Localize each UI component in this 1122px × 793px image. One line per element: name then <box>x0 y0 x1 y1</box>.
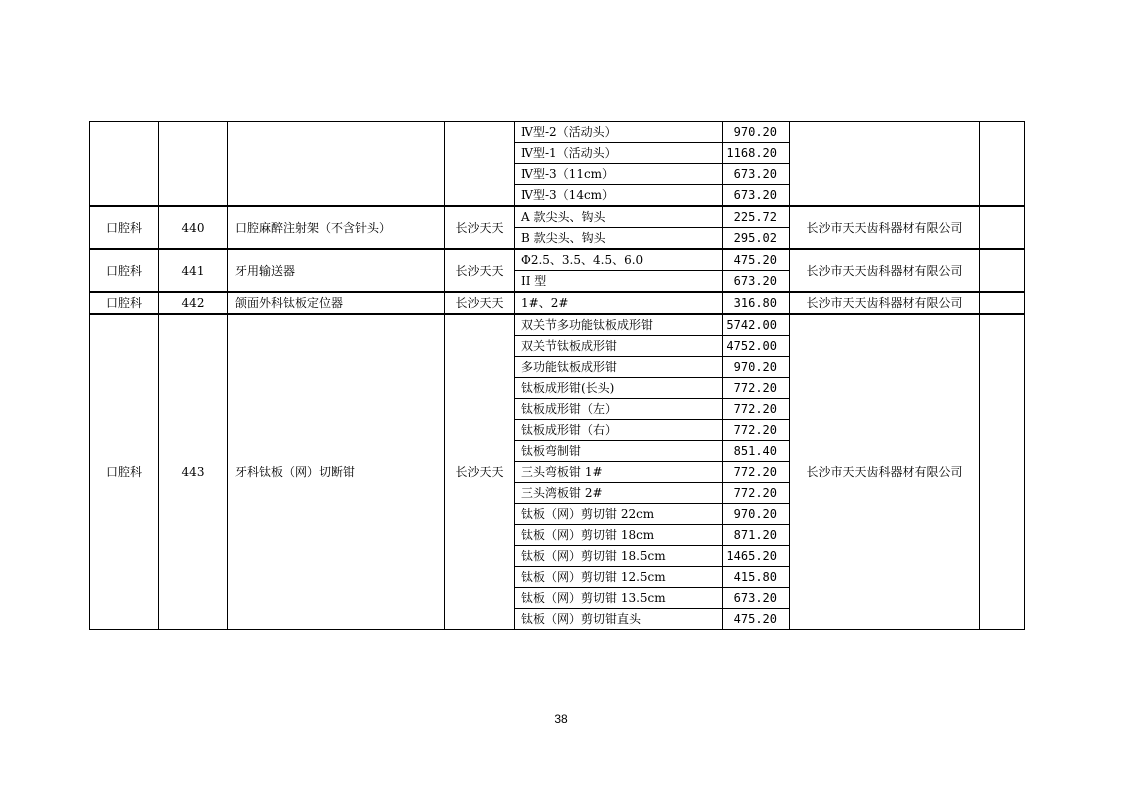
price-cell: 871.20 <box>723 525 790 546</box>
spec-cell: 双关节钛板成形钳 <box>515 336 723 357</box>
price-cell: 316.80 <box>723 292 790 314</box>
spec-cell: Ⅳ型-2（活动头） <box>515 122 723 143</box>
remark-cell <box>980 122 1025 207</box>
table-row <box>90 206 1025 228</box>
item-number-cell: 443 <box>159 314 228 630</box>
product-name-cell: 牙科钛板（网）切断钳 <box>228 314 445 630</box>
spec-cell: 钛板成形钳（左） <box>515 399 723 420</box>
spec-cell: B 款尖头、钩头 <box>515 228 723 250</box>
spec-cell: 双关节多功能钛板成形钳 <box>515 314 723 336</box>
table-row <box>90 292 1025 314</box>
price-cell: 415.80 <box>723 567 790 588</box>
dept-cell: 口腔科 <box>90 292 159 314</box>
product-name-cell: 牙用输送器 <box>228 249 445 292</box>
spec-cell: II 型 <box>515 271 723 293</box>
brand-cell: 长沙天天 <box>445 206 515 249</box>
supplier-cell <box>790 122 980 207</box>
spec-cell: 钛板（网）剪切钳 18.5cm <box>515 546 723 567</box>
brand-cell <box>445 122 515 207</box>
dept-cell <box>90 122 159 207</box>
remark-cell <box>980 314 1025 630</box>
item-number-cell: 440 <box>159 206 228 249</box>
spec-cell: 钛板（网）剪切钳直头 <box>515 609 723 630</box>
supplier-cell: 长沙市天天齿科器材有限公司 <box>790 249 980 292</box>
spec-cell: A 款尖头、钩头 <box>515 206 723 228</box>
spec-cell: 三头湾板钳 2# <box>515 483 723 504</box>
price-cell: 772.20 <box>723 378 790 399</box>
spec-cell: 1#、2# <box>515 292 723 314</box>
price-cell: 225.72 <box>723 206 790 228</box>
page-number: 38 <box>554 712 568 726</box>
remark-cell <box>980 249 1025 292</box>
spec-cell: Ⅳ型-3（11cm） <box>515 164 723 185</box>
price-cell: 772.20 <box>723 399 790 420</box>
spec-cell: Ⅳ型-1（活动头） <box>515 143 723 164</box>
item-number-cell <box>159 122 228 207</box>
price-cell: 673.20 <box>723 271 790 293</box>
price-cell: 851.40 <box>723 441 790 462</box>
price-cell: 475.20 <box>723 249 790 271</box>
spec-cell: 钛板（网）剪切钳 18cm <box>515 525 723 546</box>
spec-cell: 多功能钛板成形钳 <box>515 357 723 378</box>
price-cell: 970.20 <box>723 122 790 143</box>
price-table <box>89 121 1025 630</box>
spec-cell: 三头弯板钳 1# <box>515 462 723 483</box>
product-name-cell: 口腔麻醉注射架（不含针头） <box>228 206 445 249</box>
spec-cell: 钛板（网）剪切钳 12.5cm <box>515 567 723 588</box>
price-cell: 673.20 <box>723 588 790 609</box>
item-number-cell: 441 <box>159 249 228 292</box>
spec-cell: Φ2.5、3.5、4.5、6.0 <box>515 249 723 271</box>
remark-cell <box>980 292 1025 314</box>
supplier-cell: 长沙市天天齿科器材有限公司 <box>790 206 980 249</box>
price-cell: 970.20 <box>723 504 790 525</box>
spec-cell: 钛板成形钳（右） <box>515 420 723 441</box>
price-table-body <box>90 122 1025 630</box>
price-cell: 772.20 <box>723 483 790 504</box>
price-cell: 970.20 <box>723 357 790 378</box>
price-cell: 1168.20 <box>723 143 790 164</box>
table-row <box>90 122 1025 143</box>
spec-cell: Ⅳ型-3（14cm） <box>515 185 723 207</box>
product-name-cell <box>228 122 445 207</box>
price-cell: 673.20 <box>723 185 790 207</box>
table-row <box>90 314 1025 336</box>
brand-cell: 长沙天天 <box>445 292 515 314</box>
dept-cell: 口腔科 <box>90 314 159 630</box>
price-cell: 5742.00 <box>723 314 790 336</box>
spec-cell: 钛板弯制钳 <box>515 441 723 462</box>
item-number-cell: 442 <box>159 292 228 314</box>
brand-cell: 长沙天天 <box>445 314 515 630</box>
product-name-cell: 颌面外科钛板定位器 <box>228 292 445 314</box>
supplier-cell: 长沙市天天齿科器材有限公司 <box>790 292 980 314</box>
supplier-cell: 长沙市天天齿科器材有限公司 <box>790 314 980 630</box>
brand-cell: 长沙天天 <box>445 249 515 292</box>
spec-cell: 钛板（网）剪切钳 22cm <box>515 504 723 525</box>
table-row <box>90 249 1025 271</box>
spec-cell: 钛板成形钳(长头) <box>515 378 723 399</box>
price-cell: 772.20 <box>723 462 790 483</box>
price-cell: 295.02 <box>723 228 790 250</box>
remark-cell <box>980 206 1025 249</box>
spec-cell: 钛板（网）剪切钳 13.5cm <box>515 588 723 609</box>
price-cell: 1465.20 <box>723 546 790 567</box>
dept-cell: 口腔科 <box>90 206 159 249</box>
price-cell: 475.20 <box>723 609 790 630</box>
price-cell: 4752.00 <box>723 336 790 357</box>
price-cell: 673.20 <box>723 164 790 185</box>
price-cell: 772.20 <box>723 420 790 441</box>
dept-cell: 口腔科 <box>90 249 159 292</box>
